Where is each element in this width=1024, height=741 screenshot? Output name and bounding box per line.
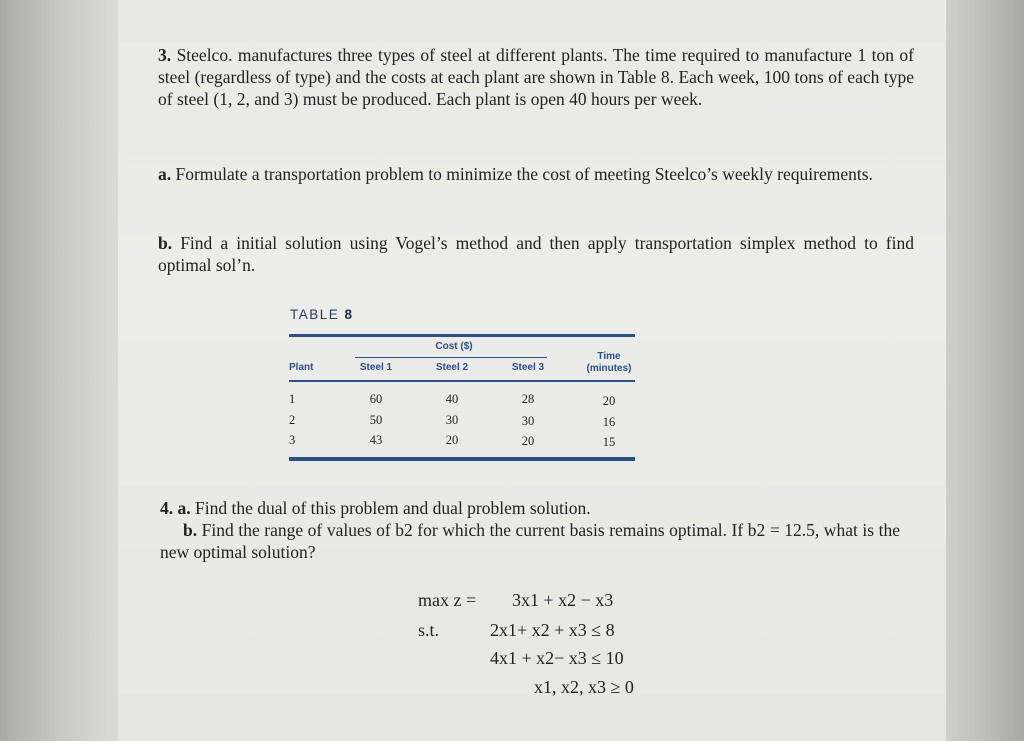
table-cell: 40 <box>445 392 459 406</box>
lp-st-label: s.t. <box>418 620 440 640</box>
header-steel-2: Steel 2 <box>435 362 469 373</box>
table-cell: 15 <box>602 435 616 449</box>
q3-paragraph <box>158 44 914 110</box>
header-steel-1: Steel 1 <box>359 362 393 373</box>
table-cell: 50 <box>369 413 383 427</box>
q4b-label: b. <box>183 520 198 540</box>
q4a-paragraph <box>160 497 920 519</box>
table-cell: 60 <box>369 392 383 406</box>
table-cell: 43 <box>369 433 383 447</box>
header-time-line2: (minutes) <box>586 363 632 374</box>
table-top-rule <box>289 334 635 337</box>
cost-header: Cost ($) <box>435 341 473 352</box>
q3a-paragraph <box>158 163 914 185</box>
q4a-label: a. <box>177 498 191 518</box>
table-cell: 16 <box>602 415 616 429</box>
q3-text: Steelco. manufactures three types of steel at different plants. The time required to manufacture 1 ton of steel (regardless of type) and the costs at each plant are shown in Table 8. Each week, 100 tons of each type of steel (1, 2, and 3) must be produced. Each plant is open 40 hours per week. <box>158 45 915 109</box>
table-caption-number: 8 <box>344 307 354 322</box>
table-cell: 28 <box>521 392 535 406</box>
lp-objective-label: max z = <box>418 590 477 610</box>
q4a-text: Find the dual of this problem and dual problem solution. <box>195 498 591 518</box>
q3a-label: a. <box>158 164 172 184</box>
header-steel-3: Steel 3 <box>511 362 545 373</box>
q4-number: 4. <box>160 498 174 518</box>
table-cell: 20 <box>521 434 535 448</box>
q3b-text: Find a initial solution using Vogel’s method and then apply transportation simplex method to find optimal sol’n. <box>158 233 914 275</box>
q3b-paragraph <box>158 232 914 276</box>
q3b-label: b. <box>158 233 173 253</box>
lp-constraint-2: 4x1 + x2− x3 ≤ 10 <box>490 648 624 668</box>
table-header-rule <box>289 380 635 382</box>
q3a-text: Formulate a transportation problem to minimize the cost of meeting Steelco’s weekly requirements. <box>175 164 873 184</box>
table-cell: 20 <box>445 433 459 447</box>
cost-table <box>289 334 635 462</box>
cost-header-rule <box>355 357 547 358</box>
table-cell: 20 <box>602 394 616 408</box>
table-cell: 30 <box>521 414 535 428</box>
header-time-line1: Time <box>597 351 621 362</box>
q3-number: 3. <box>158 45 172 65</box>
table-cell: 1 <box>289 392 296 406</box>
lp-objective: 3x1 + x2 − x3 <box>512 590 614 610</box>
q4b-text: Find the range of values of b2 for which the current basis remains optimal. If b2 = 12.5, what is the new optimal solution? <box>160 520 900 562</box>
q4b-paragraph <box>160 519 900 563</box>
table-caption <box>290 307 354 322</box>
lp-constraint-1: 2x1+ x2 + x3 ≤ 8 <box>490 620 615 640</box>
header-plant: Plant <box>289 362 314 373</box>
table-caption-word: TABLE <box>290 307 340 322</box>
lp-nonnegativity: x1, x2, x3 ≥ 0 <box>534 677 634 697</box>
table-cell: 30 <box>445 413 459 427</box>
table-cell: 3 <box>289 433 296 447</box>
table-bottom-rule <box>289 457 635 461</box>
table-cell: 2 <box>289 413 296 427</box>
